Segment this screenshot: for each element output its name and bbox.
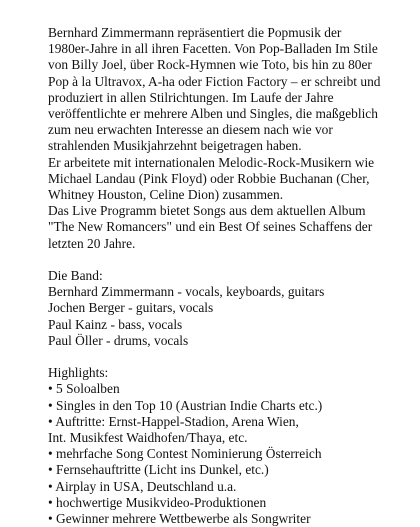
- intro-line: "The New Romancers" und ein Best Of seines Schaffens der: [48, 219, 373, 235]
- highlight-item: • Singles in den Top 10 (Austrian Indie Charts etc.): [48, 397, 323, 413]
- highlight-item: • Auftritte: Ernst-Happel-Stadion, Arena Wien,: [48, 413, 299, 429]
- highlight-item: • Airplay in USA, Deutschland u.a.: [48, 478, 237, 494]
- band-section: [48, 268, 388, 349]
- highlight-item: • Fernsehauftritte (Licht ins Dunkel, etc.): [48, 462, 269, 478]
- highlight-item: Int. Musikfest Waidhofen/Thaya, etc.: [48, 430, 248, 446]
- intro-line: Er arbeitete mit internationalen Melodic-Rock-Musikern wie: [48, 154, 375, 170]
- intro-line: strahlenden Musikjahrzehnt beigetragen haben.: [48, 138, 302, 154]
- intro-line: Whitney Houston, Celine Dion) zusammen.: [48, 187, 284, 203]
- intro-line: Pop à la Ultravox, A-ha oder Fiction Factory – er schreibt und: [48, 73, 381, 89]
- blank-line: [48, 349, 388, 365]
- intro-line: Das Live Programm bietet Songs aus dem aktuellen Album: [48, 203, 366, 219]
- band-member: Paul Öller - drums, vocals: [48, 332, 189, 348]
- intro-line: Bernhard Zimmermann repräsentiert die Popmusik der: [48, 25, 342, 40]
- highlights-section: [48, 365, 388, 527]
- highlight-item: • 5 Soloalben: [48, 381, 120, 397]
- intro-line: letzten 20 Jahre.: [48, 235, 136, 251]
- highlights-heading: Highlights:: [48, 365, 109, 381]
- band-member: Jochen Berger - guitars, vocals: [48, 300, 214, 316]
- intro-line: zum neu erwachten Interesse an diesem nach wie vor: [48, 122, 333, 138]
- blank-line: [48, 252, 388, 268]
- highlight-item: • Gewinner mehrere Wettbewerbe als Songwriter: [48, 511, 311, 527]
- band-heading: Die Band:: [48, 268, 103, 284]
- band-member: Bernhard Zimmermann - vocals, keyboards, guitars: [48, 284, 325, 300]
- intro-paragraph: [48, 25, 388, 252]
- highlight-item: • mehrfache Song Contest Nominierung Österreich: [48, 446, 322, 462]
- highlight-item: • hochwertige Musikvideo-Produktionen: [48, 494, 267, 510]
- intro-line: veröffentlichte er mehrere Alben und Singles, die maßgeblich: [48, 106, 378, 122]
- intro-line: Michael Landau (Pink Floyd) oder Robbie Buchanan (Cher,: [48, 170, 370, 186]
- intro-line: produziert in allen Stilrichtungen. Im Laufe der Jahre: [48, 89, 334, 105]
- intro-line: von Billy Joel, über Rock-Hymnen wie Toto, bis hin zu 80er: [48, 57, 372, 73]
- band-member: Paul Kainz - bass, vocals: [48, 316, 183, 332]
- intro-line: 1980er-Jahre in all ihren Facetten. Von Pop-Balladen Im Stile: [48, 41, 378, 57]
- document-body: [48, 25, 388, 527]
